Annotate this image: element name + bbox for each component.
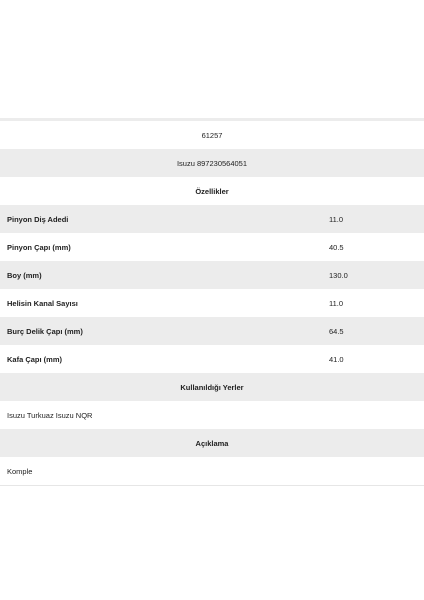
spec-label: Pinyon Diş Adedi [7, 214, 69, 224]
oem-number: Isuzu 897230564051 [176, 158, 248, 168]
spec-value: 41.0 [329, 354, 344, 364]
spec-label: Boy (mm) [7, 270, 42, 280]
product-code-row [0, 121, 424, 149]
spec-value: 130.0 [329, 270, 348, 280]
spec-row [0, 317, 424, 345]
usage-header-row [0, 373, 424, 401]
spec-row [0, 345, 424, 373]
spec-label: Helisin Kanal Sayısı [7, 298, 78, 308]
description-row [0, 457, 424, 485]
product-info-table [0, 118, 424, 486]
product-code: 61257 [201, 130, 223, 140]
description-header-row [0, 429, 424, 457]
usage-header: Kullanıldığı Yerler [180, 382, 244, 392]
spec-label: Burç Delik Çapı (mm) [7, 326, 83, 336]
description-text: Komple [7, 466, 33, 476]
spec-value: 40.5 [329, 242, 344, 252]
oem-row [0, 149, 424, 177]
spec-value: 11.0 [329, 214, 344, 224]
description-header: Açıklama [195, 438, 229, 448]
spec-label: Pinyon Çapı (mm) [7, 242, 71, 252]
spec-row [0, 205, 424, 233]
spec-row [0, 233, 424, 261]
table-bottom-divider [0, 485, 424, 486]
spec-label: Kafa Çapı (mm) [7, 354, 63, 364]
usage-text: Isuzu Turkuaz Isuzu NQR [7, 410, 93, 420]
spec-value: 11.0 [329, 298, 344, 308]
spec-value: 64.5 [329, 326, 344, 336]
usage-row [0, 401, 424, 429]
specs-header-row [0, 177, 424, 205]
top-whitespace [0, 0, 424, 118]
spec-row [0, 261, 424, 289]
specs-header: Özellikler [195, 186, 229, 196]
spec-row [0, 289, 424, 317]
